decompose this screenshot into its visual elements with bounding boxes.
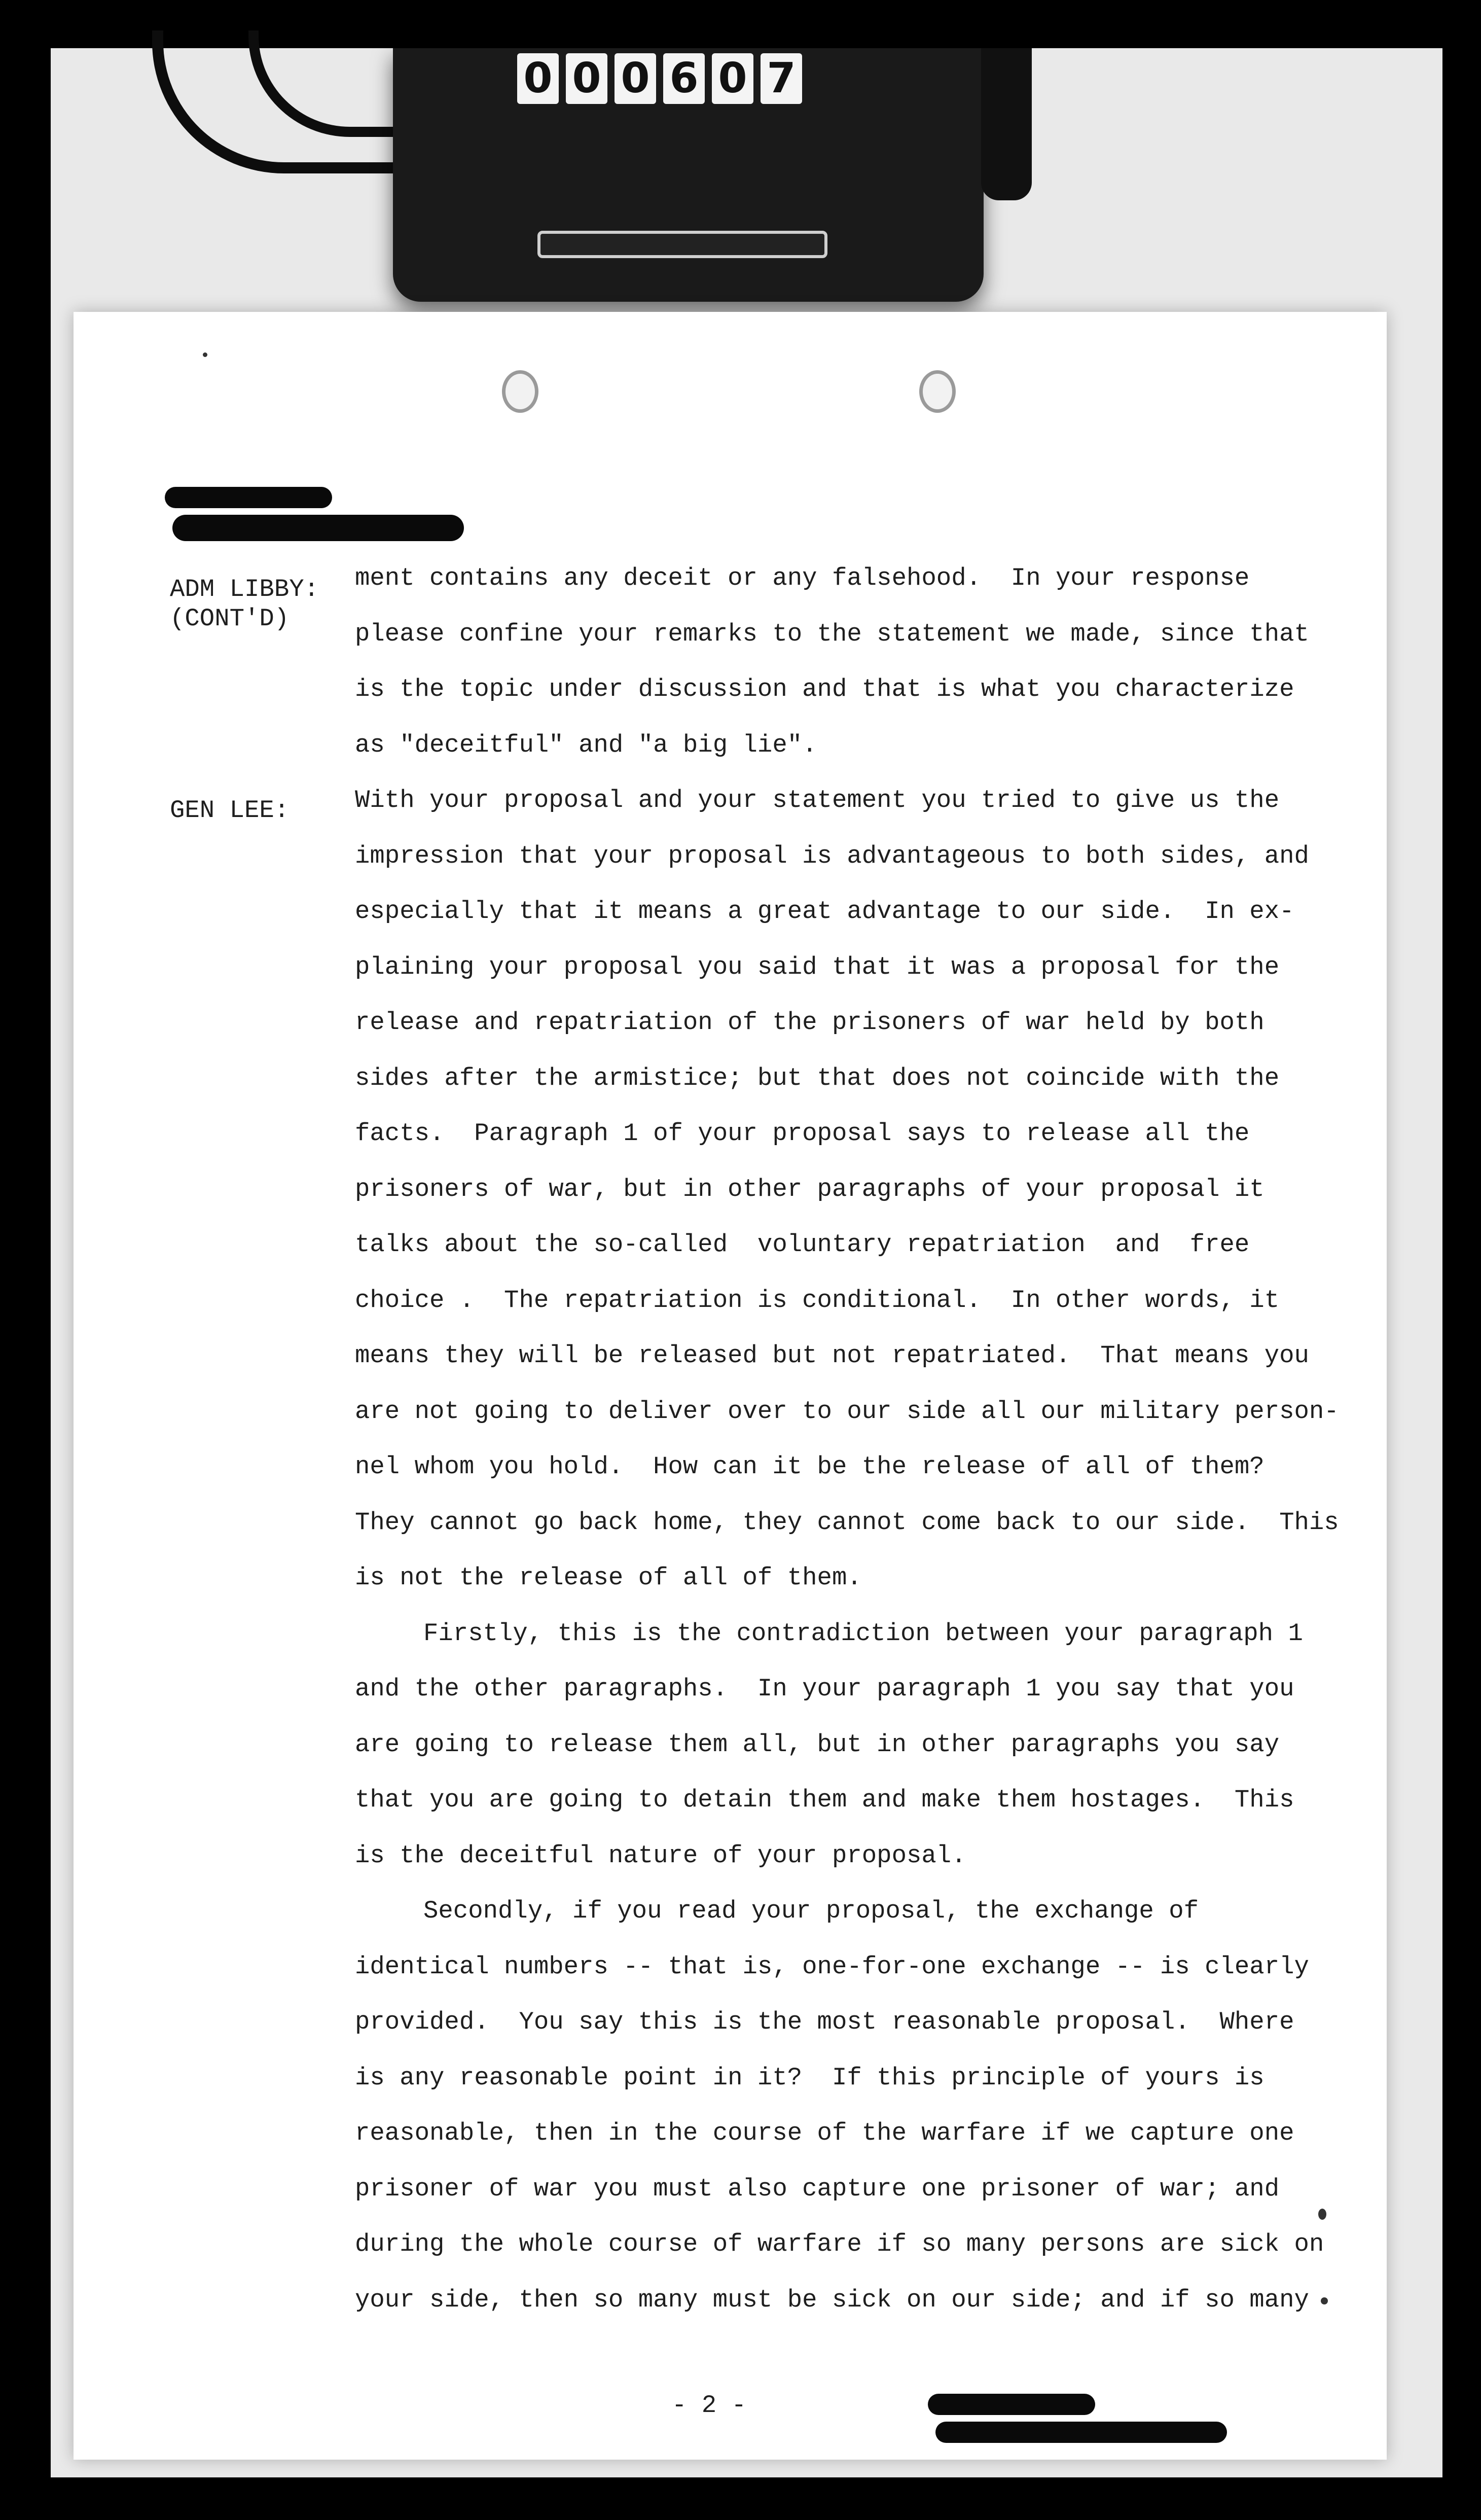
transcript-line: are not going to deliver over to our side all our military person- [355,1397,1339,1426]
transcript-line: prisoner of war you must also capture one prisoner of war; and [355,2174,1280,2203]
speaker-label-lee: GEN LEE: [170,796,290,825]
transcript-line: prisoners of war, but in other paragraphs of your proposal it [355,1175,1265,1203]
punch-hole-left [502,370,538,413]
scan-speck [1321,2297,1328,2304]
transcript-line: that you are going to detain them and make them hostages. This [355,1786,1294,1814]
counter-digit: 6 [663,53,705,104]
scan-speck [1318,2209,1326,2220]
redaction-bar [935,2422,1227,2443]
transcript-line: sides after the armistice; but that does not coincide with the [355,1063,1280,1092]
transcript-line: provided. You say this is the most reasonable proposal. Where [355,2008,1294,2036]
transcript-line: talks about the so-called voluntary repatriation and free [355,1230,1250,1259]
redaction-bar [165,487,332,508]
counter-digit: 7 [761,53,802,104]
counter-digit: 0 [615,53,656,104]
transcript-line: your side, then so many must be sick on our side; and if so many [355,2285,1309,2314]
transcript-line: as "deceitful" and "a big lie". [355,730,817,759]
transcript-line: impression that your proposal is advantageous to both sides, and [355,841,1309,870]
transcript-line: is not the release of all of them. [355,1564,862,1592]
transcript-line: facts. Paragraph 1 of your proposal says to release all the [355,1119,1250,1148]
redaction-bar [928,2394,1095,2415]
transcript-line: and the other paragraphs. In your paragraph 1 you say that you [355,1675,1294,1703]
transcript-line: They cannot go back home, they cannot come back to our side. This [355,1508,1339,1537]
transcript-line: With your proposal and your statement you tried to give us the [355,786,1280,814]
transcript-line: please confine your remarks to the statement we made, since that [355,619,1309,648]
transcript-line: Firstly, this is the contradiction between your paragraph 1 [423,1619,1303,1648]
redaction-bar [172,515,464,541]
punch-hole-right [919,370,956,413]
scan-speck [203,352,207,357]
transcript-line: is any reasonable point in it? If this principle of yours is [355,2063,1265,2092]
transcript-line: identical numbers -- that is, one-for-one exchange -- is clearly [355,1952,1309,1981]
counter-digit: 0 [566,53,607,104]
transcript-line: release and repatriation of the prisoners of war held by both [355,1008,1265,1037]
transcript-line: plaining your proposal you said that it was a proposal for the [355,952,1280,981]
transcript-line: is the topic under discussion and that is what you characterize [355,675,1294,703]
transcript-line: during the whole course of warfare if so many persons are sick on [355,2230,1324,2258]
transcript-line: nel whom you hold. How can it be the release of all of them? [355,1452,1265,1481]
speaker-label-libby: ADM LIBBY: (CONT'D) [170,575,319,633]
transcript-line: are going to release them all, but in other paragraphs you say [355,1730,1280,1759]
transcript-line: especially that it means a great advantage to our side. In ex- [355,897,1294,926]
transcript-line: choice . The repatriation is conditional. In other words, it [355,1286,1280,1315]
transcript-line: reasonable, then in the course of the warfare if we capture one [355,2119,1294,2147]
page-number: - 2 - [672,2391,747,2420]
transcript-line: ment contains any deceit or any falsehood. In your response [355,564,1250,592]
counter-digit: 0 [712,53,753,104]
transcript-body [355,563,1339,2340]
counter-digits [517,53,867,104]
counter-digit: 0 [517,53,559,104]
transcript-line: Secondly, if you read your proposal, the exchange of [423,1897,1199,1925]
transcript-line: means they will be released but not repatriated. That means you [355,1341,1309,1370]
counter-knob [981,48,1032,200]
counter-slot [537,231,827,258]
transcript-line: is the deceitful nature of your proposal. [355,1841,966,1870]
